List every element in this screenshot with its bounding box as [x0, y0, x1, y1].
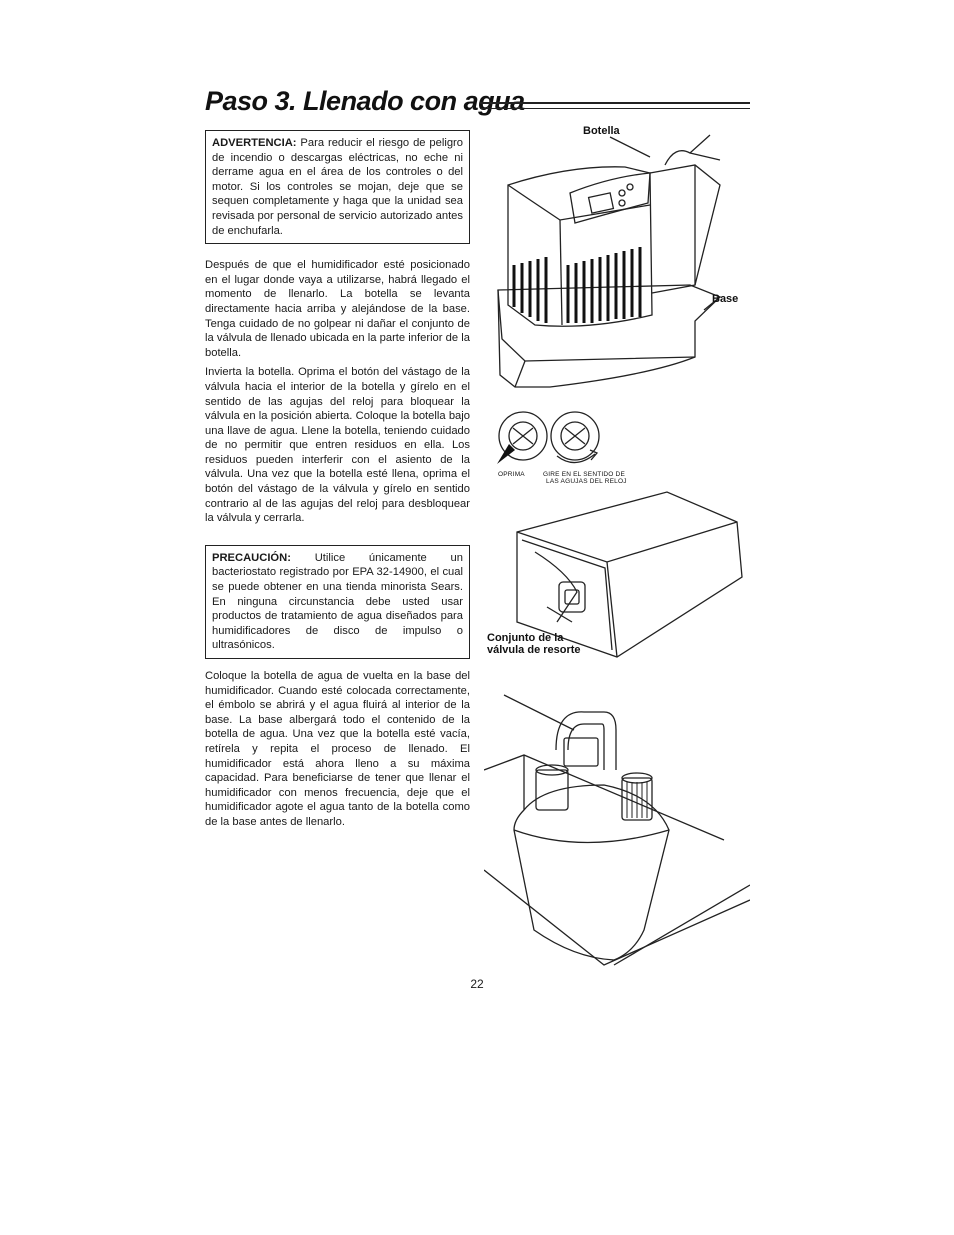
humidifier-illustration [490, 125, 750, 395]
valve-illustration [485, 408, 635, 468]
warning-text: Para reducir el riesgo de peligro de incendio o descargas eléctricas, no eche ni derrame agua en el área de los controles o del motor. Si los controles se mojan, deje que se sequen completamente y haga que la unidad sea revisada por personal de servicio autorizado antes de enchufarla. [212, 137, 463, 237]
bottle-figure [487, 482, 749, 667]
warning-label: ADVERTENCIA: [212, 137, 297, 149]
text-column [205, 130, 470, 830]
section-title: Paso 3. Llenado con agua [205, 86, 525, 116]
caution-label: PRECAUCIÓN: [212, 551, 291, 564]
caution-text: Utilice únicamente un bacteriostato registrado por EPA 32-14900, el cual se puede obtener en una tienda minorista Sears. En ninguna circunstancia debe usted usar productos de tratamiento de agua diseñados para humidificadores de disco de impulso o ultrasónicos. [212, 551, 463, 652]
page-number: 22 [470, 977, 484, 991]
caution-box [205, 545, 470, 659]
paragraph-2: Invierta la botella. Oprima el botón del vástago de la válvula hacia el interior de la botella y gírelo en el sentido de las agujas del reloj para bloquear la válvula en la posición abierta. Coloque la botella bajo una llave de agua. Llene la botella, teniendo cuidado de no permitir que entren residuos en ella. Los residuos pueden interferir con el asiento de la válvula. Una vez que la botella esté llena, oprima el botón del vástago de la válvula y gírelo en sentido contrario al de las agujas del reloj para desbloquear la válvula y cerrarla. [205, 366, 470, 525]
valve-label-1: Conjunto de la [487, 632, 564, 644]
paragraph-1: Después de que el humidificador esté posicionado en el lugar donde vaya a utilizarse, habrá llegado el momento de llenarlo. La botella se levanta directamente hacia arriba y alejándose de la base. Tenga cuidado de no golpear ni dañar el conjunto de la válvula de llenado ubicada en la parte inferior de la botella. [205, 259, 470, 359]
bottle-label: Botella [583, 125, 620, 137]
title-rule [480, 102, 750, 109]
filling-illustration [484, 690, 750, 970]
paragraph-3: Coloque la botella de agua de vuelta en la base del humidificador. Cuando esté colocada correctamente, el émbolo se abrirá y el agua fluirá al interior de la base. La base albergará todo el contenido de la botella de agua. Una vez que la botella esté vacía, retírela y repita el proceso de llenado. El humidificador está ahora lleno a su máxima capacidad. Para beneficiarse de tener que llenar el humidificador con menos frecuencia, deje que el humidificador agote el agua tanto de la botella como de la base antes de llenarlo. [205, 670, 470, 828]
valve-figure [485, 408, 635, 493]
warning-box [205, 130, 470, 244]
base-label: Base [712, 293, 739, 305]
turn-label-2: LAS AGUJAS DEL RELOJ [546, 478, 627, 485]
humidifier-figure [490, 125, 750, 395]
turn-label-1: GIRE EN EL SENTIDO DE [543, 471, 625, 478]
filling-figure [484, 690, 750, 970]
section-header [205, 86, 750, 126]
valve-label-2: válvula de resorte [487, 644, 581, 656]
press-label: OPRIMA [498, 471, 525, 478]
